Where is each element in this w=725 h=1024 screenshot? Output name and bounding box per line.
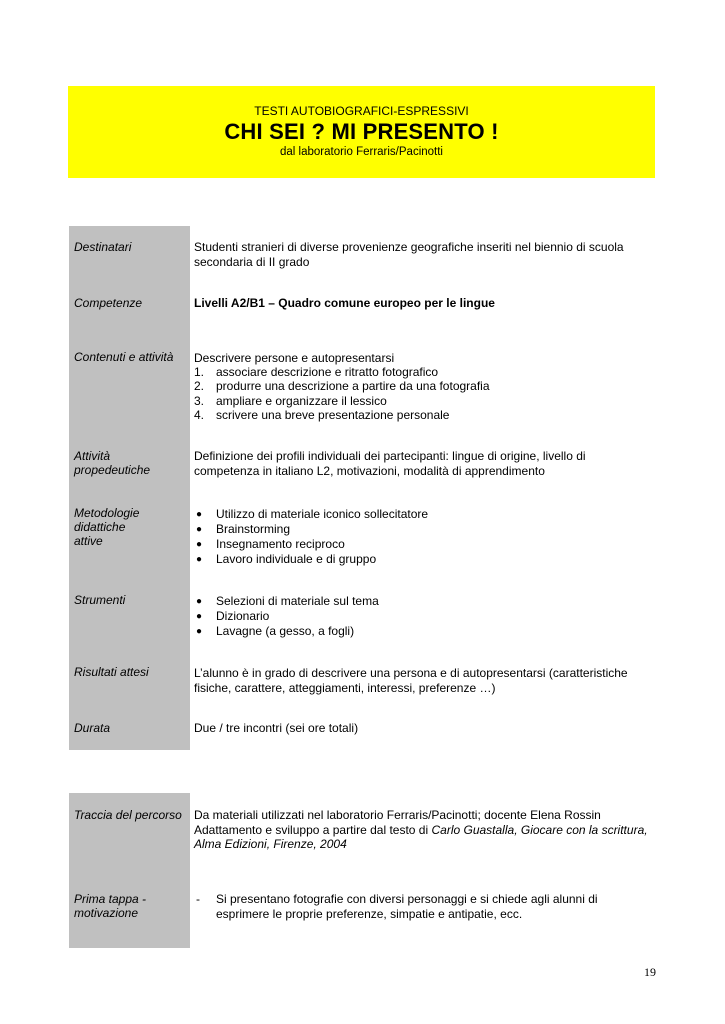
- strumenti-list: [194, 594, 649, 639]
- label-strumenti: Strumenti: [74, 593, 126, 607]
- list-item: ● Insegnamento reciproco: [196, 537, 345, 551]
- list-item: ● Lavoro individuale e di gruppo: [196, 552, 377, 566]
- value-propedeutiche: Definizione dei profili individuali dei partecipanti: lingue di origine, livello di competenza in italiano L2, motivazioni, modalità di apprendimento: [194, 449, 586, 478]
- value-competenze: [194, 296, 649, 311]
- list-item: ● Lavagne (a gesso, a fogli): [196, 624, 355, 638]
- value-strumenti: [194, 594, 649, 639]
- label-competenze: Competenze: [74, 296, 143, 310]
- label-destinatari: Destinatari: [74, 240, 132, 254]
- value-prima-tappa: [194, 892, 649, 921]
- value-metodologie: [194, 507, 649, 567]
- value-traccia: [194, 808, 649, 852]
- label-prima-tappa: Prima tappa - motivazione: [74, 892, 147, 920]
- bullet-icon: ●: [196, 554, 203, 565]
- list-item: 2. produrre una descrizione a partire da una fotografia: [194, 379, 490, 394]
- list-item: 3. ampliare e organizzare il lessico: [194, 393, 387, 408]
- traccia-line2: Adattamento e sviluppo a partire dal testo di Carlo Guastalla, Giocare con la scrittura, Alma Edizioni, Firenze, 2004: [194, 822, 648, 851]
- page-subtitle: dal laboratorio Ferraris/Pacinotti: [280, 146, 443, 158]
- contenuti-list: [194, 365, 649, 422]
- metodologie-list: [194, 507, 649, 567]
- competenze-text: Livelli A2/B1 – Quadro comune europeo per le lingue: [194, 296, 495, 310]
- list-item: ● Brainstorming: [196, 522, 291, 536]
- traccia-line1: Da materiali utilizzati nel laboratorio Ferraris/Pacinotti; docente Elena Rossin: [194, 808, 601, 822]
- label-risultati: Risultati attesi: [74, 665, 149, 679]
- label-contenuti: Contenuti e attività: [74, 350, 174, 364]
- list-item: ● Utilizzo di materiale iconico sollecitatore: [196, 507, 429, 521]
- label-traccia: Traccia del percorso: [74, 808, 182, 822]
- bullet-icon: ●: [196, 596, 203, 607]
- contenuti-intro: Descrivere persone e autopresentarsi: [194, 351, 395, 365]
- label-durata: Durata: [74, 721, 111, 735]
- bullet-icon: ●: [196, 509, 203, 520]
- list-item: 1. associare descrizione e ritratto fotografico: [194, 365, 439, 380]
- prima-tappa-list: [194, 892, 649, 921]
- bullet-icon: ●: [196, 626, 203, 637]
- bullet-icon: ●: [196, 611, 203, 622]
- value-risultati: L’alunno è in grado di descrivere una persona e di autopresentarsi (caratteristiche fisiche, carattere, atteggiamenti, interessi, preferenze …): [194, 666, 628, 695]
- list-item: ● Selezioni di materiale sul tema: [196, 594, 379, 608]
- label-propedeutiche: Attività propedeutiche: [74, 449, 151, 477]
- value-contenuti: [194, 351, 649, 422]
- list-item: ● Dizionario: [196, 609, 270, 623]
- list-item: 4. scrivere una breve presentazione personale: [194, 407, 450, 422]
- label-metodologie: Metodologie didattiche attive: [74, 506, 140, 548]
- title-banner: [68, 86, 655, 178]
- bullet-icon: ●: [196, 539, 203, 550]
- value-durata: Due / tre incontri (sei ore totali): [194, 721, 359, 735]
- bullet-icon: ●: [196, 524, 203, 535]
- value-destinatari: Studenti stranieri di diverse provenienze geografiche inseriti nel biennio di scuola secondaria di II grado: [194, 240, 624, 269]
- page-title: CHI SEI ? MI PRESENTO !: [224, 119, 499, 144]
- list-item: - Si presentano fotografie con diversi personaggi e si chiede agli alunni di esprimere le proprie preferenze, simpatie e antipatie, ecc.: [196, 892, 598, 921]
- section-kicker: TESTI AUTOBIOGRAFICI-ESPRESSIVI: [254, 104, 469, 118]
- page-number: 19: [644, 965, 656, 979]
